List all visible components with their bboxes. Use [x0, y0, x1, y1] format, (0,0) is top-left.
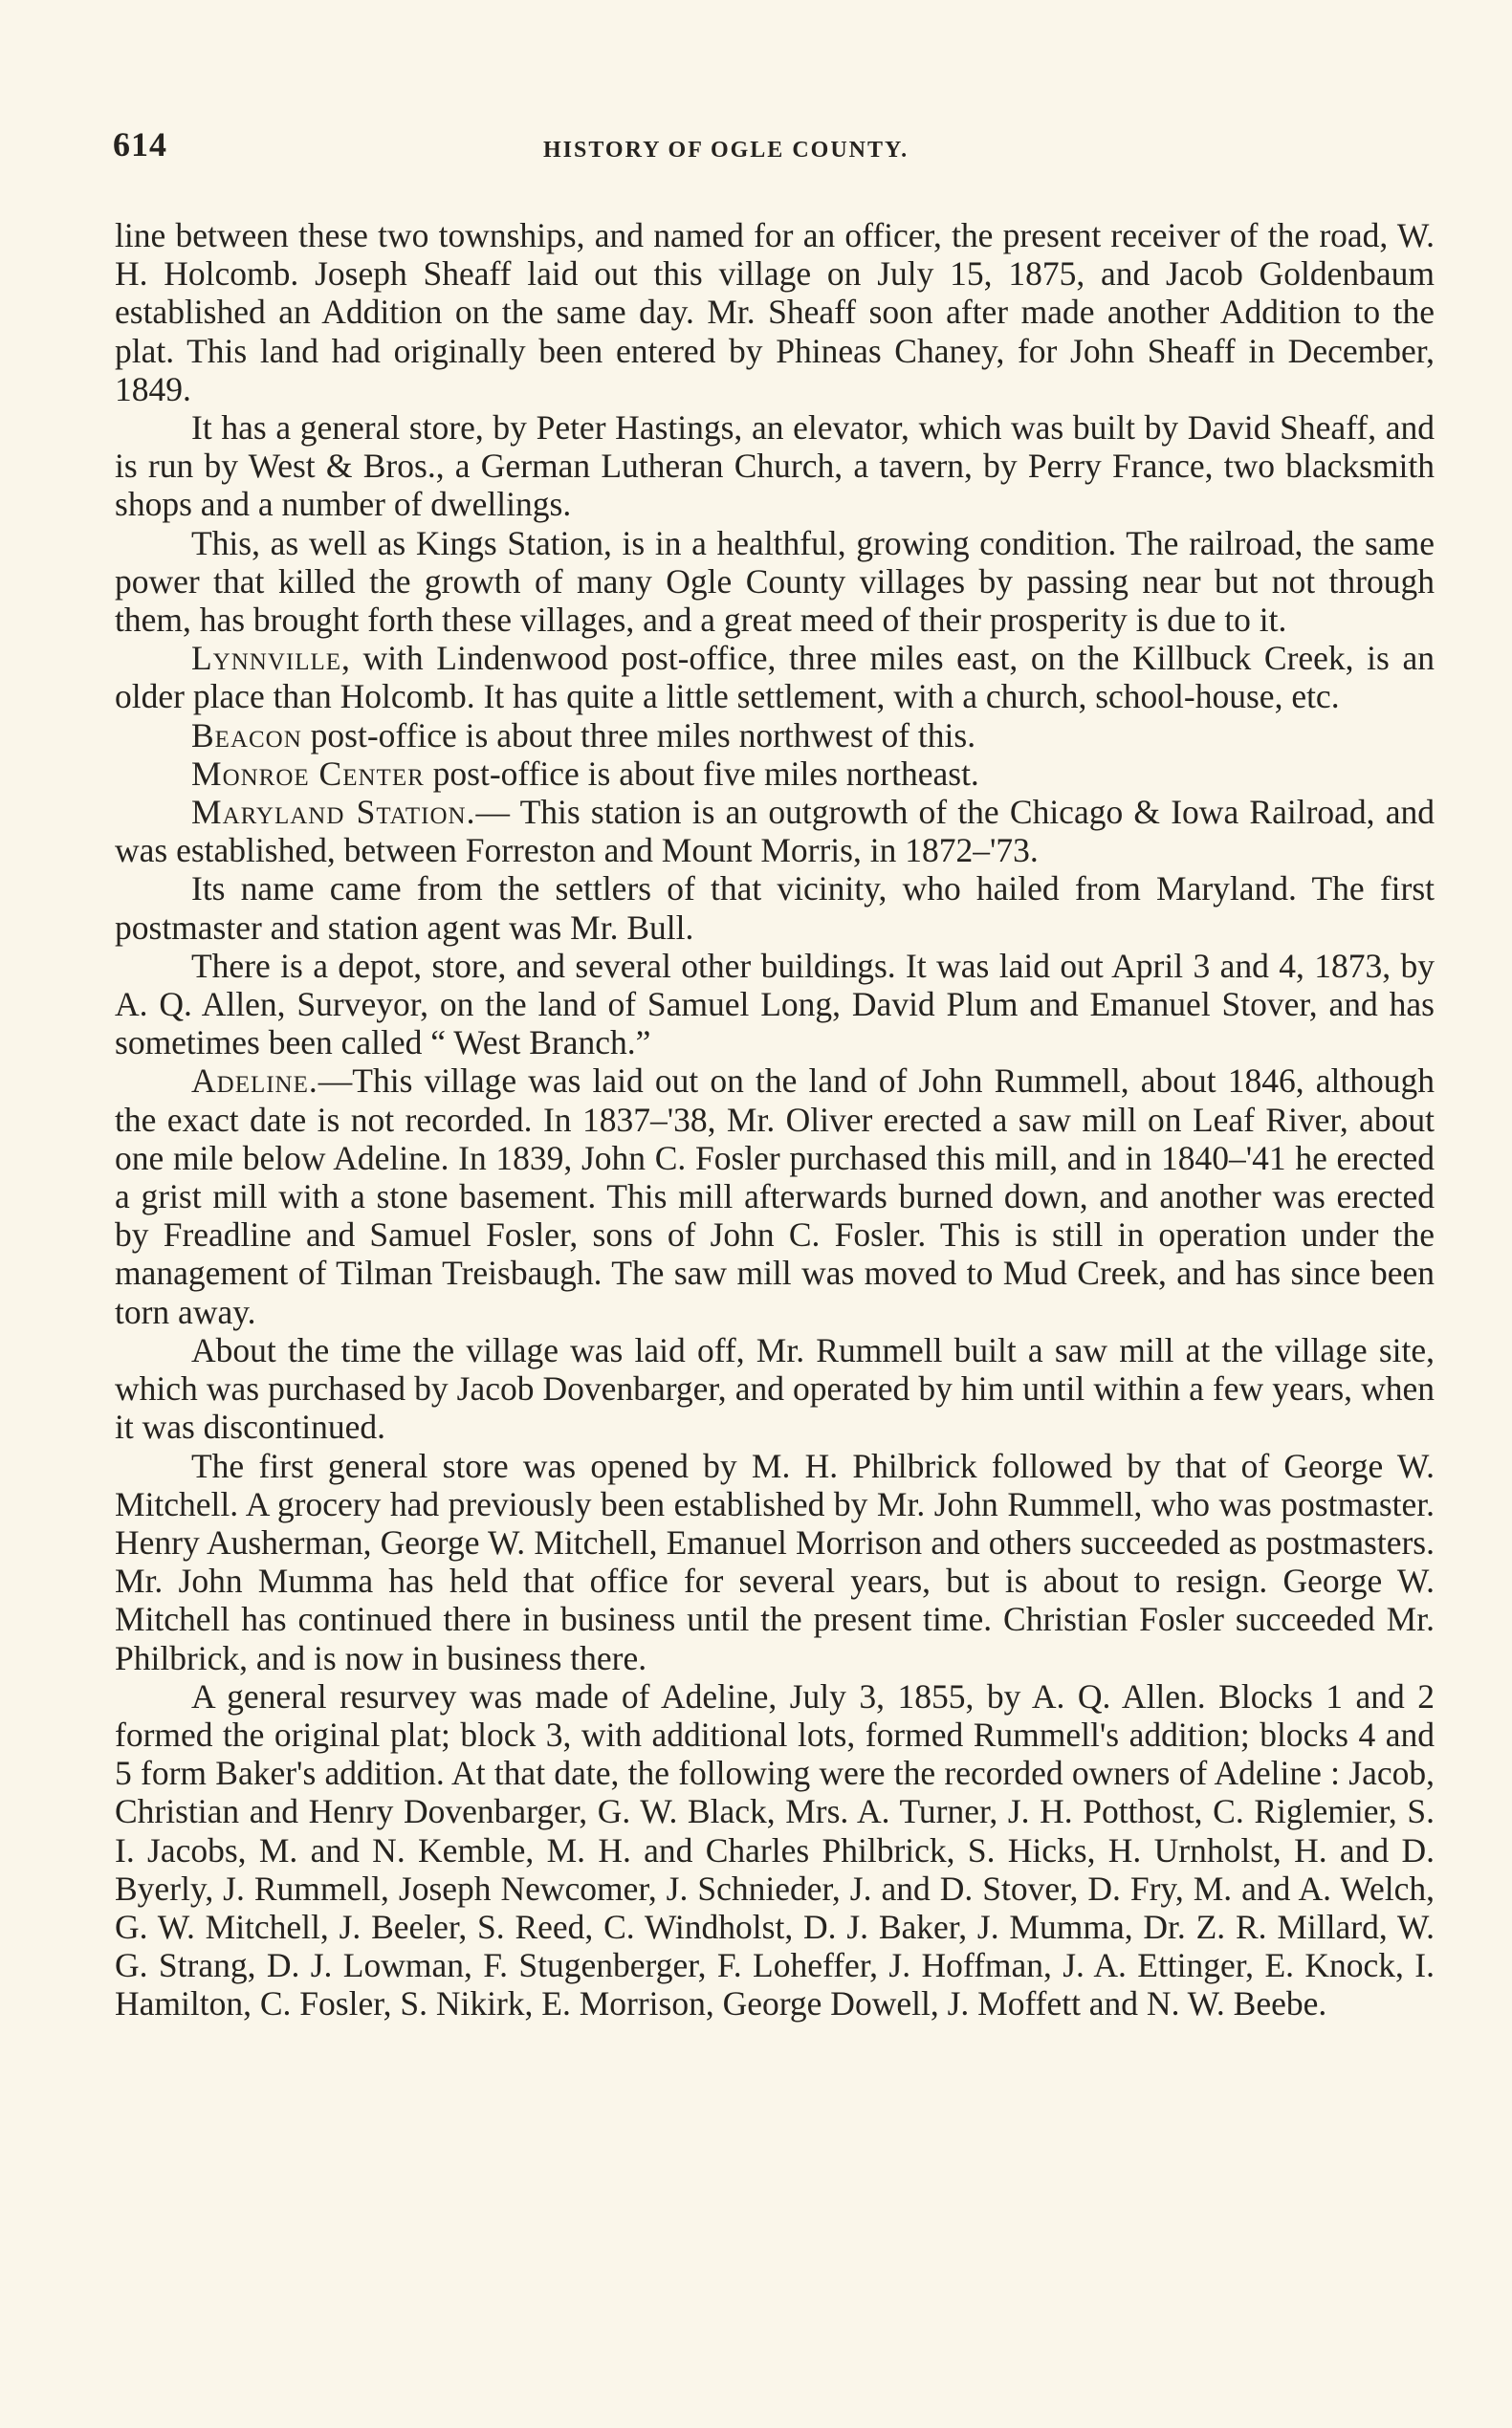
paragraph-text: , with Lindenwood post-office, three miles east, on the Killbuck Creek, is an older place than Holcomb. It has quite a little settlement, with a church, school-house, etc.: [115, 639, 1435, 716]
paragraph-text: About the time the village was laid off, Mr. Rummell built a saw mill at the village site, which was purchased by Jacob Dovenbarger, and operated by him until within a few years, when it was discontinued.: [115, 1330, 1435, 1447]
paragraph-text: It has a general store, by Peter Hastings, an elevator, which was built by David Sheaff, and is run by West & Bros., a German Lutheran Church, a tavern, by Perry France, two blacksmith shops and a number of dwellings.: [115, 408, 1435, 524]
paragraph: [115, 1677, 1435, 2023]
paragraph: [115, 408, 1435, 524]
running-title: HISTORY OF OGLE COUNTY.: [543, 138, 909, 163]
paragraph-text: —This village was laid out on the land of John Rummell, about 1846, although the exact date is not recorded. In 1837–'38, Mr. Oliver erected a saw mill on Leaf River, about one mile below Adeline. In 1839, John C. Fosler purchased this mill, and in 1840–'41 he erected a grist mill with a stone basement. This mill afterwards burned down, and another was erected by Freadline and Samuel Fosler, sons of John C. Fosler. This is still in operation under the management of Tilman Treisbaugh. The saw mill was moved to Mud Creek, and has since been torn away.: [115, 1061, 1435, 1331]
page-number: 614: [113, 125, 167, 164]
running-head: [113, 124, 1433, 172]
paragraph: [115, 216, 1435, 408]
paragraph: [115, 755, 1435, 793]
paragraph-text: — This station is an outgrowth of the Chicago & Iowa Railroad, and was established, between Forreston and Mount Morris, in 1872–'73.: [115, 793, 1435, 870]
paragraph: [115, 716, 1435, 755]
paragraph: [115, 793, 1435, 869]
section-lead: Beacon: [191, 715, 302, 755]
paragraph-text: This, as well as Kings Station, is in a healthful, growing condition. The railroad, the same power that killed the growth of many Ogle County villages by passing near but not through them, has brought forth these villages, and a great meed of their prosperity is due to it.: [115, 523, 1435, 640]
paragraph: [115, 947, 1435, 1062]
paragraph: [115, 1447, 1435, 1677]
body-text: [115, 216, 1435, 2023]
paragraph: [115, 869, 1435, 946]
paragraph: [115, 524, 1435, 640]
paragraph: [115, 1331, 1435, 1447]
paragraph-text: post-office is about three miles northwest of this.: [301, 715, 976, 755]
paragraph-text: The first general store was opened by M. H. Philbrick followed by that of George W. Mitchell. A grocery had previously been established by Mr. John Rummell, who was postmaster. Henry Ausherman, George W. Mitchell, Emanuel Morrison and others succeeded as postmasters. Mr. John Mumma has held that office for several years, but is about to resign. George W. Mitchell has continued there in business until the present time. Christian Fosler succeeded Mr. Philbrick, and is now in business there.: [115, 1446, 1435, 1677]
paragraph-text: Its name came from the settlers of that vicinity, who hailed from Maryland. The first postmaster and station agent was Mr. Bull.: [115, 869, 1435, 947]
paragraph: [115, 639, 1435, 715]
paragraph: [115, 1061, 1435, 1330]
section-lead: Lynnville: [191, 639, 342, 678]
paragraph-text: line between these two townships, and named for an officer, the present receiver of the road, W. H. Holcomb. Joseph Sheaff laid out this village on July 15, 1875, and Jacob Goldenbaum established an Addition on the same day. Mr. Sheaff soon after made another Addition to the plat. This land had originally been entered by Phineas Chaney, for John Sheaff in December, 1849.: [115, 216, 1435, 408]
paragraph-text: There is a depot, store, and several other buildings. It was laid out April 3 and 4, 1873, by A. Q. Allen, Surveyor, on the land of Samuel Long, David Plum and Emanuel Stover, and has sometimes been called “ West Branch.”: [115, 946, 1435, 1062]
section-lead: Adeline.: [191, 1061, 318, 1101]
paragraph-text: post-office is about five miles northeast.: [424, 754, 979, 793]
section-lead: Monroe Center: [191, 754, 425, 793]
section-lead: Maryland Station.: [191, 793, 476, 832]
paragraph-text: A general resurvey was made of Adeline, July 3, 1855, by A. Q. Allen. Blocks 1 and 2 formed the original plat; block 3, with additional lots, formed Rummell's addition; blocks 4 and 5 form Baker's addition. At that date, the following were the recorded owners of Adeline : Jacob, Christian and Henry Dovenbarger, G. W. Black, Mrs. A. Turner, J. H. Potthost, C. Riglemier, S. I. Jacobs, M. and N. Kemble, M. H. and Charles Philbrick, S. Hicks, H. Urnholst, H. and D. Byerly, J. Rummell, Joseph Newcomer, J. Schnieder, J. and D. Stover, D. Fry, M. and A. Welch, G. W. Mitchell, J. Beeler, S. Reed, C. Windholst, D. J. Baker, J. Mumma, Dr. Z. R. Millard, W. G. Strang, D. J. Lowman, F. Stugenberger, F. Loheffer, J. Hoffman, J. A. Ettinger, E. Knock, I. Hamilton, C. Fosler, S. Nikirk, E. Morrison, George Dowell, J. Moffett and N. W. Beebe.: [115, 1676, 1435, 2023]
